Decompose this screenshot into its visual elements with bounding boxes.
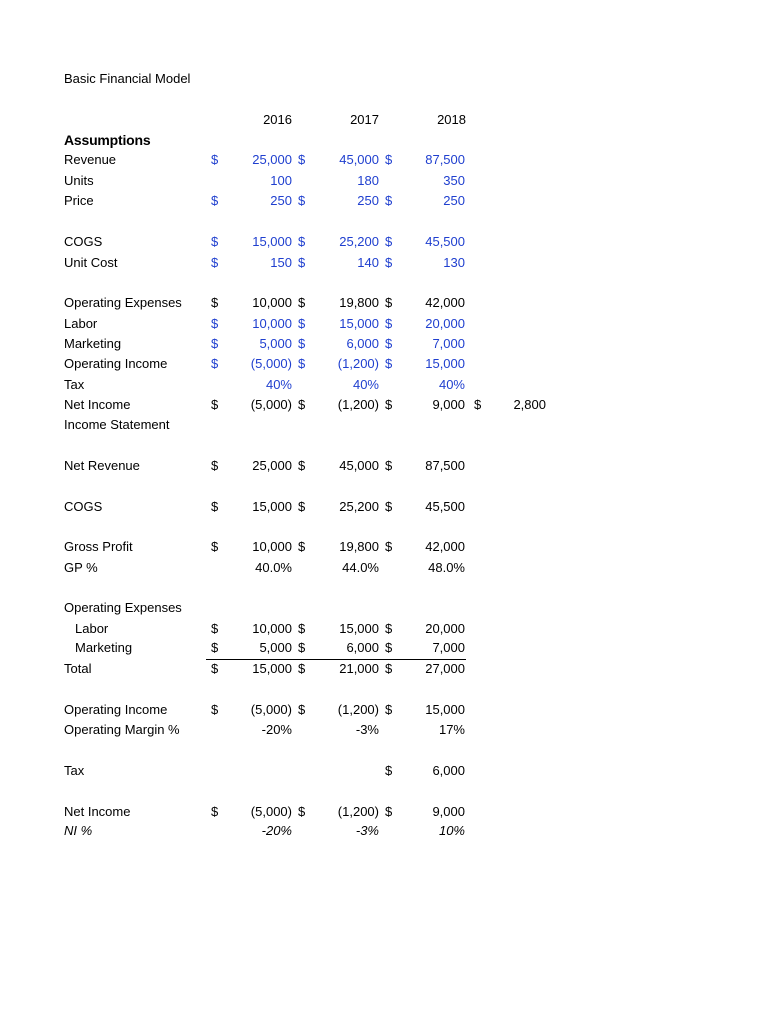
opex-header	[0, 598, 768, 618]
value-2018: 42,000	[425, 539, 465, 554]
value-2018: 9,000	[432, 397, 465, 412]
dollar-sign: $	[211, 193, 219, 208]
value-2018: 17%	[438, 722, 465, 737]
row-label: COGS	[64, 234, 103, 249]
dollar-sign: $	[385, 295, 393, 310]
table-row	[0, 232, 768, 252]
row-label: Marketing	[75, 640, 133, 655]
row-label: Operating Margin %	[64, 722, 180, 737]
dollar-sign: $	[298, 152, 306, 167]
value-2016: (5,000)	[250, 356, 292, 371]
value-2016: 250	[270, 193, 292, 208]
dollar-sign: $	[298, 640, 306, 655]
dollar-sign: $	[385, 152, 393, 167]
dollar-sign: $	[298, 621, 306, 636]
income-statement-header	[0, 415, 768, 435]
value-2017: (1,200)	[337, 397, 379, 412]
table-row	[0, 171, 768, 191]
dollar-sign: $	[211, 539, 219, 554]
value-2018: 9,000	[432, 804, 465, 819]
value-2017: 25,200	[339, 234, 379, 249]
value-2018: 87,500	[425, 458, 465, 473]
dollar-sign: $	[385, 234, 393, 249]
value-2016: 150	[270, 255, 292, 270]
dollar-sign: $	[298, 234, 306, 249]
dollar-sign: $	[211, 458, 219, 473]
value-2016: 15,000	[252, 499, 292, 514]
table-row	[0, 700, 768, 720]
value-2017: 6,000	[346, 336, 379, 351]
value-2017: 21,000	[339, 661, 379, 676]
dollar-sign: $	[211, 804, 219, 819]
row-label: Price	[64, 193, 94, 208]
dollar-sign: $	[211, 499, 219, 514]
value-2018: 20,000	[425, 621, 465, 636]
table-row	[0, 334, 768, 354]
section-heading: Assumptions	[64, 132, 151, 148]
row-label: Net Revenue	[64, 458, 140, 473]
row-label: Labor	[75, 621, 109, 636]
table-row	[0, 375, 768, 395]
value-2016: 5,000	[259, 640, 292, 655]
value-2016: (5,000)	[250, 804, 292, 819]
value-2018: 10%	[438, 823, 465, 838]
row-label: Total	[64, 661, 92, 676]
row-label: Tax	[64, 377, 85, 392]
table-row	[0, 354, 768, 374]
year-2018: 2018	[437, 112, 466, 127]
dollar-sign: $	[298, 499, 306, 514]
value-2018: 20,000	[425, 316, 465, 331]
value-2017: 40%	[352, 377, 379, 392]
dollar-sign: $	[298, 193, 306, 208]
table-row	[0, 558, 768, 578]
dollar-sign: $	[385, 356, 393, 371]
row-label: Net Income	[64, 804, 131, 819]
value-2017: 180	[357, 173, 379, 188]
value-2017: 44.0%	[342, 560, 379, 575]
value-2016: -20%	[261, 722, 292, 737]
dollar-sign: $	[385, 499, 393, 514]
dollar-sign: $	[298, 458, 306, 473]
value-2017: 19,800	[339, 539, 379, 554]
dollar-sign: $	[211, 397, 219, 412]
row-label: NI %	[64, 823, 93, 838]
value-2018: 40%	[438, 377, 465, 392]
row-label: Net Income	[64, 397, 131, 412]
sheet-title: Basic Financial Model	[64, 71, 191, 86]
value-2016: 10,000	[252, 295, 292, 310]
dollar-sign: $	[385, 804, 393, 819]
value-2017: (1,200)	[337, 804, 379, 819]
table-row	[0, 314, 768, 334]
value-2017: 25,200	[339, 499, 379, 514]
value-2018: 250	[443, 193, 465, 208]
row-label: Marketing	[64, 336, 122, 351]
value-2018: 15,000	[425, 356, 465, 371]
value-2016: 10,000	[252, 316, 292, 331]
dollar-sign: $	[385, 539, 393, 554]
value-2018: 48.0%	[428, 560, 465, 575]
table-row	[0, 497, 768, 517]
dollar-sign: $	[385, 702, 393, 717]
value-2017: 140	[357, 255, 379, 270]
row-label: Revenue	[64, 152, 117, 167]
year-header-row	[0, 110, 768, 130]
value-2016: (5,000)	[250, 397, 292, 412]
table-row	[0, 537, 768, 557]
table-row	[0, 191, 768, 211]
value-2018: 45,500	[425, 499, 465, 514]
assumptions-header	[0, 130, 768, 150]
dollar-sign: $	[385, 255, 393, 270]
value-2018: 350	[443, 173, 465, 188]
table-row	[0, 761, 768, 781]
dollar-sign: $	[298, 804, 306, 819]
row-label: Operating Income	[64, 356, 168, 371]
value-2016: 15,000	[252, 234, 292, 249]
row-label: Units	[64, 173, 94, 188]
value-2018: 45,500	[425, 234, 465, 249]
dollar-sign: $	[298, 539, 306, 554]
table-row	[0, 619, 768, 639]
table-row	[0, 395, 768, 415]
value-2018: 15,000	[425, 702, 465, 717]
value-2018: 42,000	[425, 295, 465, 310]
dollar-sign: $	[298, 356, 306, 371]
dollar-sign: $	[385, 458, 393, 473]
row-label: Labor	[64, 316, 98, 331]
dollar-sign: $	[211, 255, 219, 270]
value-2016: 25,000	[252, 458, 292, 473]
value-2016: 10,000	[252, 539, 292, 554]
value-2018: 6,000	[432, 763, 465, 778]
value-2017: 19,800	[339, 295, 379, 310]
table-row	[0, 150, 768, 170]
dollar-sign: $	[211, 152, 219, 167]
value-2018: 87,500	[425, 152, 465, 167]
dollar-sign: $	[211, 661, 219, 676]
section-heading: Operating Expenses	[64, 600, 182, 615]
dollar-sign: $	[211, 621, 219, 636]
value-2017: 6,000	[346, 640, 379, 655]
dollar-sign: $	[385, 763, 393, 778]
year-2016: 2016	[263, 112, 292, 127]
dollar-sign: $	[211, 234, 219, 249]
dollar-sign: $	[211, 702, 219, 717]
dollar-sign: $	[211, 640, 219, 655]
value-2018: 7,000	[432, 640, 465, 655]
value-2016: 15,000	[252, 661, 292, 676]
value-2018: 7,000	[432, 336, 465, 351]
dollar-sign: $	[298, 702, 306, 717]
row-label: Operating Income	[64, 702, 168, 717]
row-label: Operating Expenses	[64, 295, 182, 310]
row-label: Gross Profit	[64, 539, 133, 554]
dollar-sign: $	[211, 295, 219, 310]
value-2016: -20%	[261, 823, 292, 838]
value-2017: 45,000	[339, 152, 379, 167]
table-row	[0, 720, 768, 740]
value-2016: 10,000	[252, 621, 292, 636]
value-2018: 27,000	[425, 661, 465, 676]
value-2016: (5,000)	[250, 702, 292, 717]
value-2017: (1,200)	[337, 702, 379, 717]
dollar-sign: $	[385, 621, 393, 636]
value-2016: 40%	[265, 377, 292, 392]
value-2016: 40.0%	[255, 560, 292, 575]
row-label: GP %	[64, 560, 98, 575]
dollar-sign: $	[298, 316, 306, 331]
value-2017: -3%	[355, 722, 379, 737]
value-2017: -3%	[355, 823, 379, 838]
value-2017: 250	[357, 193, 379, 208]
dollar-sign: $	[298, 661, 306, 676]
table-row	[0, 293, 768, 313]
dollar-sign: $	[385, 397, 393, 412]
dollar-sign: $	[298, 255, 306, 270]
row-label: COGS	[64, 499, 103, 514]
value-2018: 130	[443, 255, 465, 270]
value-extra: 2,800	[513, 397, 546, 412]
dollar-sign: $	[298, 397, 306, 412]
row-label: Unit Cost	[64, 255, 118, 270]
value-2016: 25,000	[252, 152, 292, 167]
dollar-sign: $	[385, 661, 393, 676]
table-row	[0, 821, 768, 841]
value-2017: 45,000	[339, 458, 379, 473]
dollar-sign: $	[474, 397, 482, 412]
row-label: Tax	[64, 763, 85, 778]
value-2016: 100	[270, 173, 292, 188]
dollar-sign: $	[298, 336, 306, 351]
value-2017: (1,200)	[337, 356, 379, 371]
dollar-sign: $	[385, 193, 393, 208]
dollar-sign: $	[385, 640, 393, 655]
table-row	[0, 802, 768, 822]
value-2017: 15,000	[339, 316, 379, 331]
section-heading: Income Statement	[64, 417, 170, 432]
year-2017: 2017	[350, 112, 379, 127]
table-row	[0, 456, 768, 476]
dollar-sign: $	[211, 316, 219, 331]
value-2016: 5,000	[259, 336, 292, 351]
dollar-sign: $	[298, 295, 306, 310]
dollar-sign: $	[385, 316, 393, 331]
table-row	[0, 638, 768, 658]
dollar-sign: $	[385, 336, 393, 351]
table-row	[0, 253, 768, 273]
table-row	[0, 659, 768, 679]
dollar-sign: $	[211, 356, 219, 371]
dollar-sign: $	[211, 336, 219, 351]
value-2017: 15,000	[339, 621, 379, 636]
